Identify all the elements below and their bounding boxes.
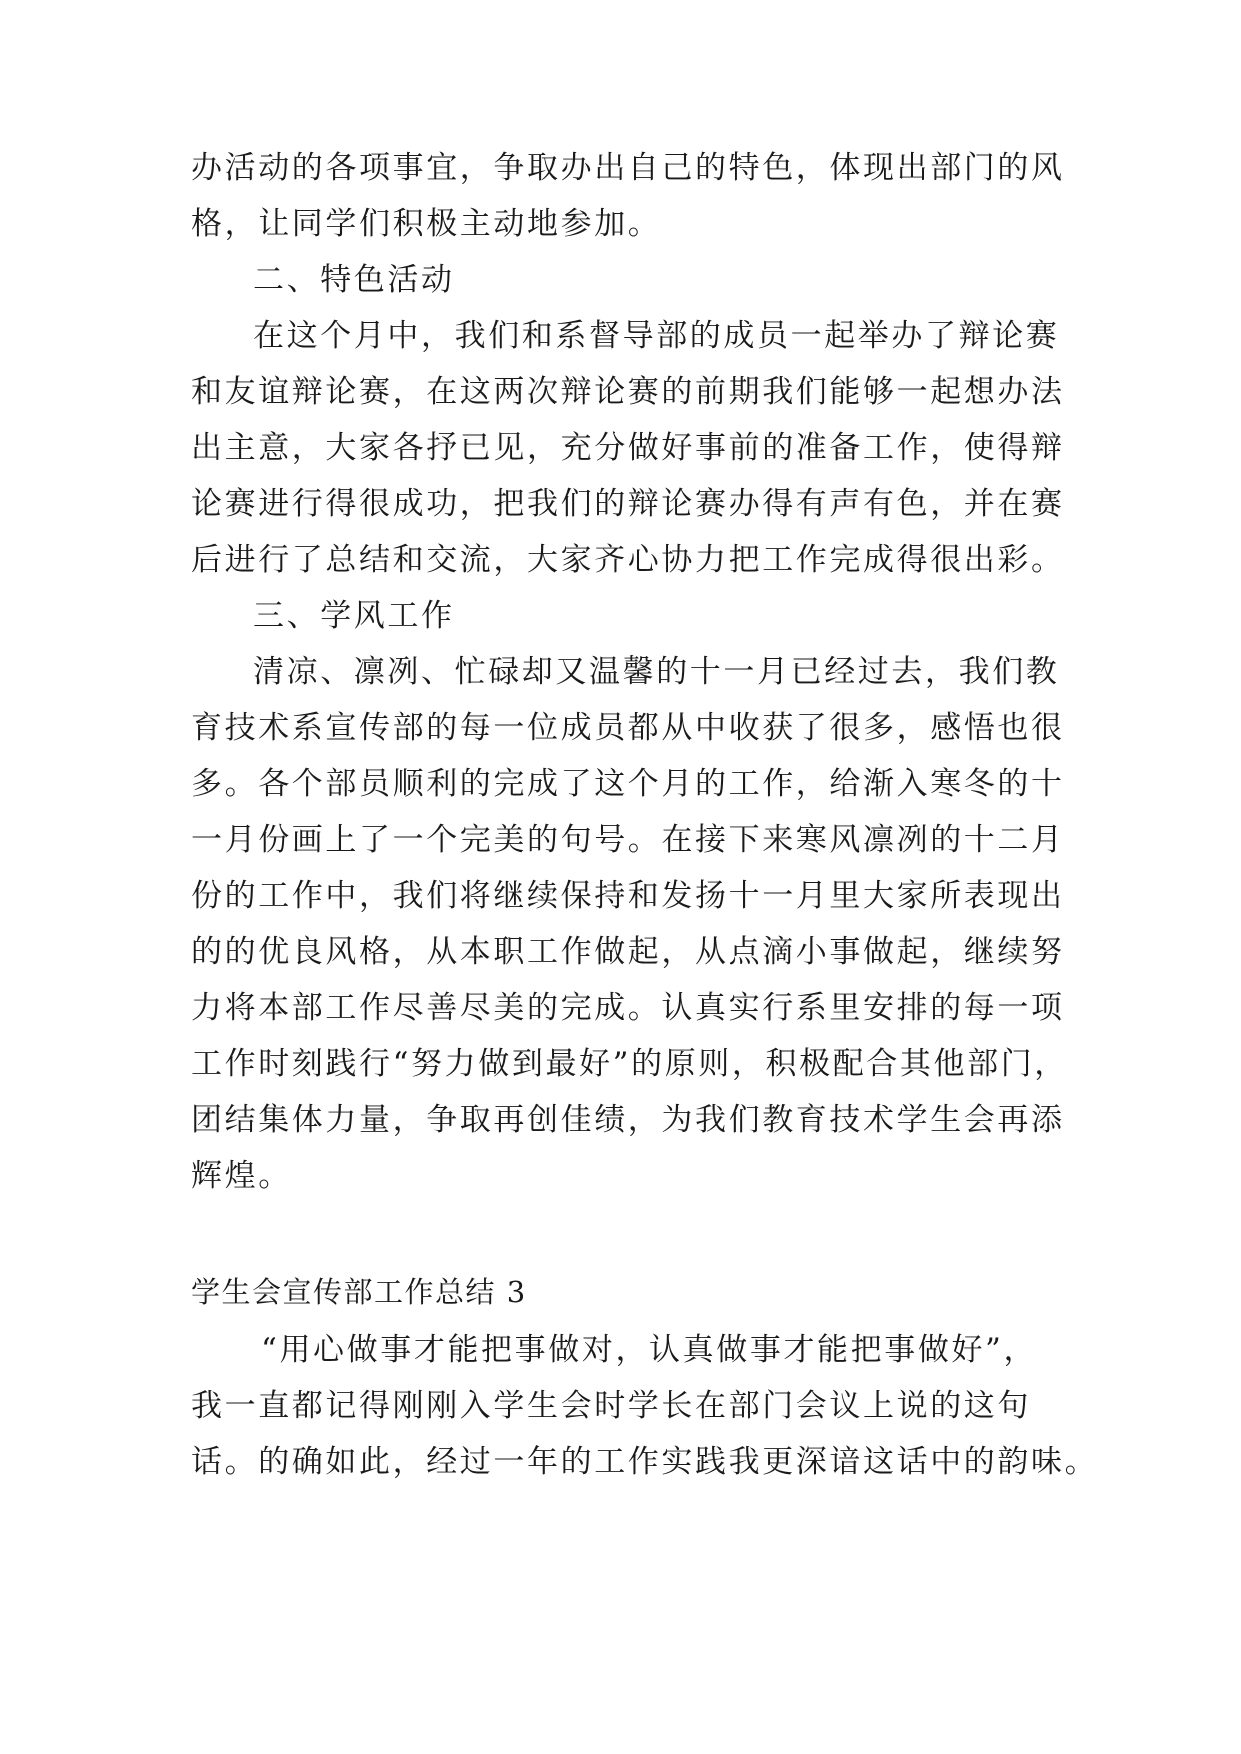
body-line: 话。的确如此，经过一年的工作实践我更深谙这话中的韵味。 — [191, 1444, 1099, 1480]
body-line: 工作时刻践行“努力做到最好”的原则，积极配合其他部门， — [191, 1046, 1068, 1082]
body-line: 和友谊辩论赛，在这两次辩论赛的前期我们能够一起想办法 — [191, 374, 1065, 410]
body-line: 一月份画上了一个完美的句号。在接下来寒风凛冽的十二月 — [191, 822, 1065, 858]
body-line: 办活动的各项事宜，争取办出自己的特色，体现出部门的风 — [191, 150, 1065, 186]
body-line: 育技术系宣传部的每一位成员都从中收获了很多，感悟也很 — [191, 710, 1065, 746]
section-heading: 三、学风工作 — [253, 598, 455, 634]
body-line: 出主意，大家各抒已见，充分做好事前的准备工作，使得辩 — [191, 430, 1065, 466]
body-line: 我一直都记得刚刚入学生会时学长在部门会议上说的这句 — [191, 1388, 1031, 1424]
body-line: 在这个月中，我们和系督导部的成员一起举办了辩论赛 — [253, 318, 1060, 354]
body-line: “用心做事才能把事做对，认真做事才能把事做好”， — [261, 1332, 1038, 1368]
body-line: 份的工作中，我们将继续保持和发扬十一月里大家所表现出 — [191, 878, 1065, 914]
body-line: 多。各个部员顺利的完成了这个月的工作，给渐入寒冬的十 — [191, 766, 1065, 802]
body-line: 力将本部工作尽善尽美的完成。认真实行系里安排的每一项 — [191, 990, 1065, 1026]
body-line: 清凉、凛冽、忙碌却又温馨的十一月已经过去，我们教 — [253, 654, 1060, 690]
body-line: 的的优良风格，从本职工作做起，从点滴小事做起，继续努 — [191, 934, 1065, 970]
body-line: 格，让同学们积极主动地参加。 — [191, 206, 662, 242]
section-heading: 二、特色活动 — [253, 262, 455, 298]
body-line: 辉煌。 — [191, 1158, 292, 1194]
body-line: 团结集体力量，争取再创佳绩，为我们教育技术学生会再添 — [191, 1102, 1065, 1138]
body-line: 论赛进行得很成功，把我们的辩论赛办得有声有色，并在赛 — [191, 486, 1065, 522]
body-line: 后进行了总结和交流，大家齐心协力把工作完成得很出彩。 — [191, 542, 1065, 578]
document-title: 学生会宣传部工作总结 3 — [191, 1275, 527, 1309]
